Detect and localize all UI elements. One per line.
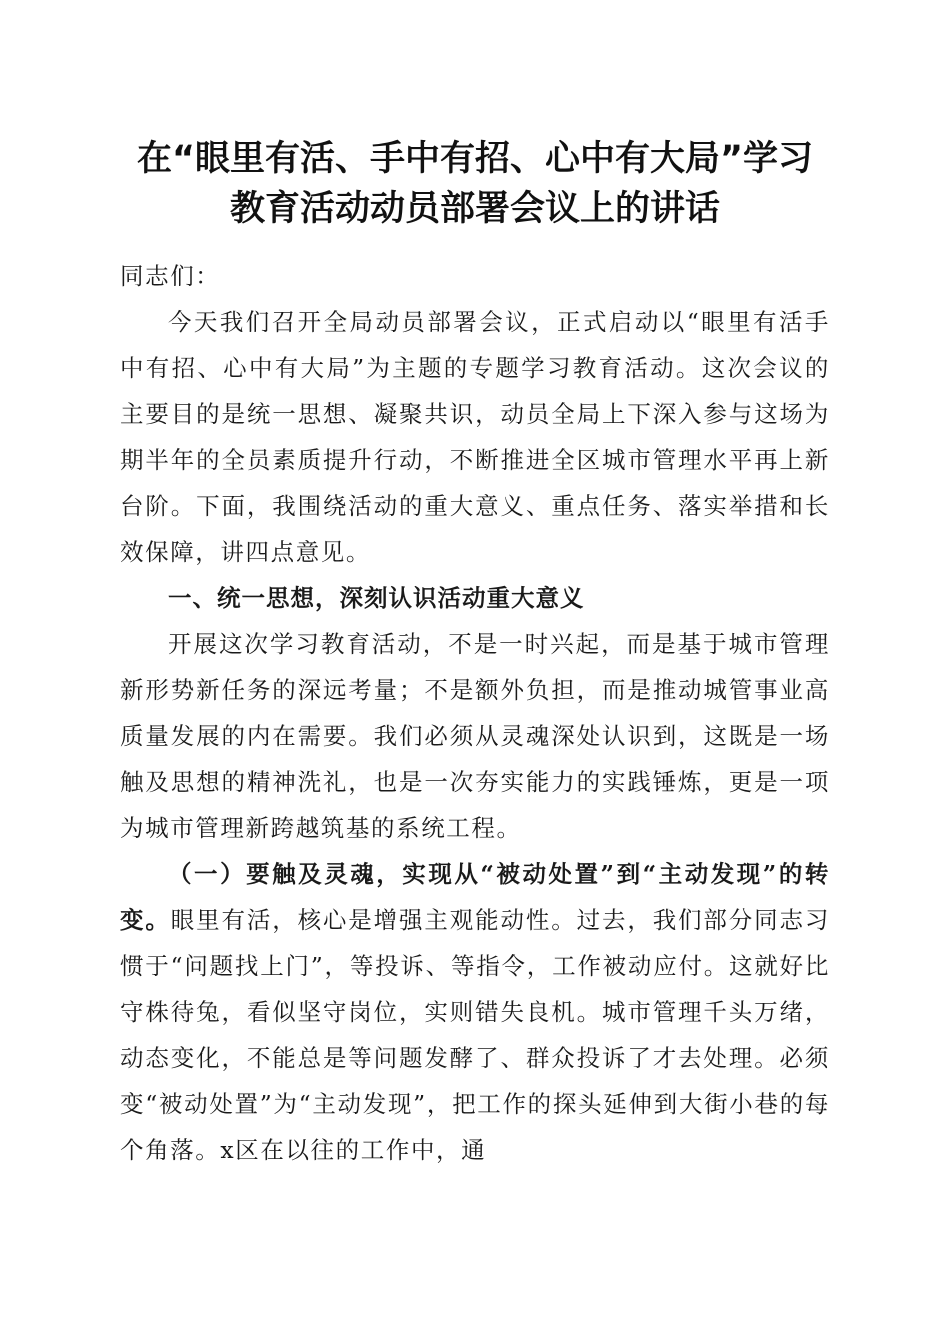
intro-paragraph: 今天我们召开全局动员部署会议，正式启动以“眼里有活手中有招、心中有大局”为主题的专题学习教育活动。这次会议的主要目的是统一思想、凝聚共识，动员全局上下深入参与这场为期半年的全员素质提升行动，不断推进全区城市管理水平再上新台阶。下面，我围绕活动的重大意义、重点任务、落实举措和长效保障，讲四点意见。 <box>120 308 830 566</box>
document-title <box>115 134 835 234</box>
title-line-1: 在“眼里有活、手中有招、心中有大局”学习 <box>136 139 813 179</box>
subsection-1-heading: （一）要触及灵魂，实现从“被动处置”到“主动发现”的转变。 <box>120 860 830 934</box>
section-1-heading: 一、统一思想，深刻认识活动重大意义 <box>168 584 585 612</box>
document-body <box>120 253 830 1173</box>
section-1-paragraph: 开展这次学习教育活动，不是一时兴起，而是基于城市管理新形势新任务的深远考量；不是额外负担，而是推动城管事业高质量发展的内在需要。我们必须从灵魂深处认识到，这既是一场触及思想的精神洗礼，也是一次夯实能力的实践锤炼，更是一项为城市管理新跨越筑基的系统工程。 <box>120 630 830 842</box>
subsection-1-paragraph <box>120 851 830 1173</box>
salutation: 同志们： <box>120 262 221 290</box>
subsection-1-text: 眼里有活，核心是增强主观能动性。过去，我们部分同志习惯于“问题找上门”，等投诉、等指令，工作被动应付。这就好比守株待兔，看似坚守岗位，实则错失良机。城市管理千头万绪，动态变化，不能总是等问题发酵了、群众投诉了才去处理。必须变“被动处置”为“主动发现”，把工作的探头延伸到大街小巷的每个角落。x区在以往的工作中，通 <box>120 906 830 1164</box>
title-line-2: 教育活动动员部署会议上的讲话 <box>229 189 720 229</box>
